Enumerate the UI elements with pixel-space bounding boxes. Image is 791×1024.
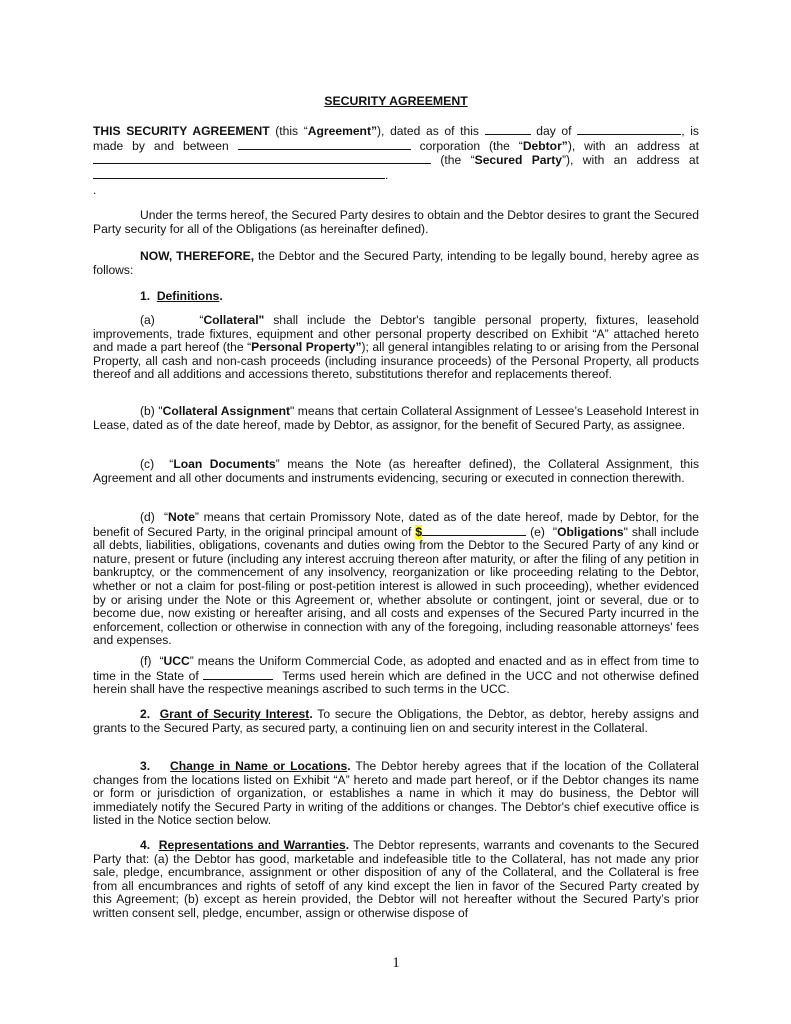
- month-blank: [577, 124, 681, 135]
- recital-paragraph: Under the terms hereof, the Secured Party desires to obtain and the Debtor desires to grant the Secured Party security for all of the Obligations (as hereinafter defined).: [93, 208, 699, 236]
- section-1-heading: 1. Definitions.: [140, 289, 223, 303]
- secured-party-address-blank: [93, 168, 385, 179]
- section-3-change-in-name: 3. Change in Name or Locations. The Debtor hereby agrees that if the location of the Collateral changes from the locations listed on Exhibit “A” hereto and made part hereof, or if the Debtor changes its name or form or jurisdiction of organization, or establishes a name in which it may do business, the Debtor will immediately notify the Secured Party in writing of the additions or changes. The Debtor's chief executive office is listed in the Notice section below.: [93, 759, 699, 828]
- section-2-grant-of-security-interest: 2. Grant of Security Interest. To secure the Obligations, the Debtor, as debtor, hereby assigns and grants to the Secured Party, as secured party, a continuing lien on and security interest in the Collateral.: [93, 707, 699, 735]
- definition-collateral: (a) “Collateral" shall include the Debtor's tangible personal property, fixtures, leasehold improvements, trade fixtures, equipment and other personal property described on Exhibit “A” attached hereto and made a part hereof (the “Personal Property”); all general intangibles relating to or arising from the Personal Property, all cash and non-cash proceeds (including insurance proceeds) of the Personal Property, all products thereof and all additions and accessions thereto, substitutions therefor and replacements thereof.: [93, 313, 699, 382]
- debtor-name-blank: [238, 139, 411, 150]
- now-therefore-paragraph: NOW, THEREFORE, the Debtor and the Secured Party, intending to be legally bound, hereby agree as follows:: [93, 249, 699, 277]
- definition-collateral-assignment: (b) "Collateral Assignment" means that certain Collateral Assignment of Lessee’s Leasehold Interest in Lease, dated as of the date hereof, made by Debtor, as assignor, for the benefit of Secured Party, as assignee.: [93, 404, 699, 432]
- intro-paragraph: THIS SECURITY AGREEMENT (this “Agreement”), dated as of this day of , is made by and between corporation (the “Debtor”), with an address at (the “Secured Party”), with an address at .: [93, 124, 699, 182]
- page-number: 1: [392, 955, 400, 971]
- debtor-address-blank: [93, 153, 431, 164]
- stray-period: .: [93, 183, 97, 197]
- definition-ucc: (f) “UCC” means the Uniform Commercial Code, as adopted and enacted and as in effect from time to time in the State of Terms used herein which are defined in the UCC and not otherwise defined herein shall have the respective meanings ascribed to such terms in the UCC.: [93, 654, 699, 697]
- document-page: [93, 0, 699, 1024]
- document-title: SECURITY AGREEMENT: [324, 94, 468, 108]
- section-4-representations: 4. Representations and Warranties. The Debtor represents, warrants and covenants to the Secured Party that: (a) the Debtor has good, marketable and indefeasible title to the Collateral, has not made any prior sale, pledge, encumbrance, assignment or other disposition of any of the Collateral, and the Collateral is free from all encumbrances and rights of setoff of any kind except the lien in favor of the Secured Party created by this Agreement; (b) except as herein provided, the Debtor will not hereafter without the Secured Party’s prior written consent sell, pledge, encumber, assign or otherwise dispose of: [93, 838, 699, 920]
- definition-loan-documents: (c) “Loan Documents” means the Note (as hereafter defined), the Collateral Assignment, this Agreement and all other documents and instruments evidencing, securing or executed in connection therewith.: [93, 457, 699, 485]
- state-blank: [203, 669, 273, 680]
- principal-amount-dollar-sign: $: [415, 524, 423, 539]
- day-blank: [485, 124, 531, 135]
- principal-amount-blank: [422, 525, 526, 536]
- definition-note-obligations: (d) “Note” means that certain Promissory Note, dated as of the date hereof, made by Debtor, for the benefit of Secured Party, in the original principal amount of $ (e) "Obligations" shall include all debts, liabilities, obligations, covenants and duties owing from the Debtor to the Secured Party of any kind or nature, present or future (including any interest accruing thereon after maturity, or after the filing of any petition in bankruptcy, or the commencement of any insolvency, reorganization or like proceeding relating to the Debtor, whether or not a claim for post-filing or post-petition interest is allowed in such proceeding), whether evidenced by or arising under the Note or this Agreement or, whether absolute or contingent, joint or several, due or to become due, now existing or hereafter arising, and all costs and expenses of the Secured Party incurred in the enforcement, collection or otherwise in connection with any of the foregoing, including reasonable attorneys' fees and expenses.: [93, 510, 699, 648]
